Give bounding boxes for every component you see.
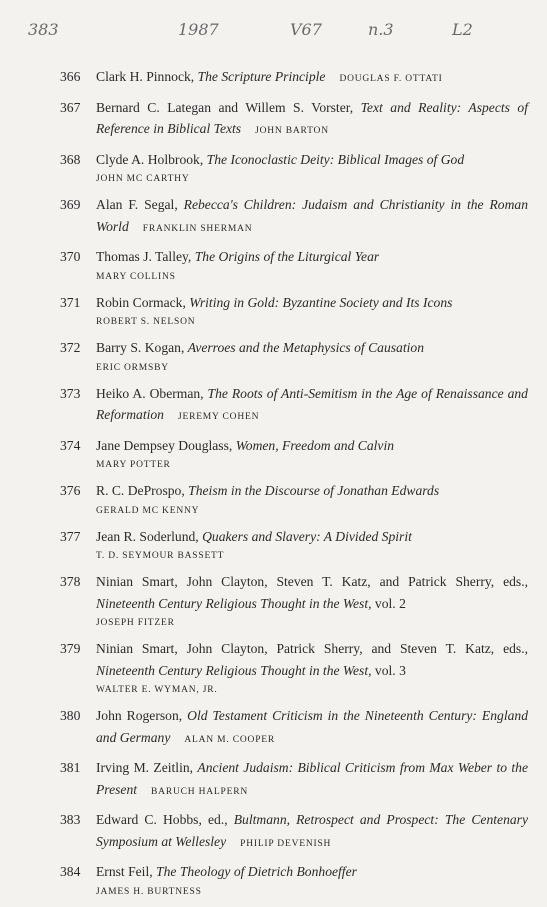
entry-text (96, 292, 528, 332)
review-entry (60, 97, 528, 143)
reviewer-name: MARY COLLINS (96, 271, 176, 282)
book-title: Nineteenth Century Religious Thought in the West, (96, 595, 372, 611)
author-name: Alan F. Segal, (96, 197, 178, 212)
author-name: Ernst Feil, (96, 864, 153, 879)
author-name: Bernard C. Lategan and Willem S. Vorster, (96, 99, 354, 115)
page-number: 367 (60, 99, 81, 115)
book-title: Bultmann, Retrospect and Prospect: The Centenary Symposium at Wellesley (96, 812, 528, 849)
reviewer-name: FRANKLIN SHERMAN (142, 223, 253, 234)
book-title: Writing in Gold: Byzantine Society and Its Icons (189, 294, 453, 310)
reviewer-name: ROBERT S. NELSON (96, 317, 196, 327)
review-entry (60, 526, 528, 566)
review-entry (60, 337, 528, 377)
page-number: 370 (60, 249, 81, 264)
review-entry (60, 246, 528, 286)
page-number: 380 (60, 708, 81, 723)
review-entry (60, 383, 528, 429)
reviewer-name: JEREMY COHEN (177, 412, 260, 422)
page-number: 379 (60, 641, 81, 656)
page-number: 373 (60, 385, 81, 401)
book-title: Averroes and the Metaphysics of Causation (187, 340, 424, 355)
page-number: 383 (60, 812, 81, 827)
reviewer-name: ERIC ORMSBY (96, 362, 169, 373)
entry-text (96, 194, 528, 240)
volume-number: vol. 2 (374, 595, 406, 611)
handwritten-issue: n.3 (368, 20, 394, 39)
page-number: 381 (60, 760, 81, 775)
review-entry (60, 66, 528, 91)
reviewer-name: JOHN MC CARTHY (96, 174, 190, 184)
entry-text (96, 383, 528, 429)
handwritten-catalog-note (28, 20, 527, 50)
review-entry (60, 194, 528, 240)
page-number: 378 (60, 574, 81, 589)
book-title: Nineteenth Century Religious Thought in the West, (96, 662, 372, 678)
reviewer-name: PHILIP DEVENISH (240, 838, 332, 849)
review-entry-list (60, 66, 528, 907)
page-number: 368 (60, 151, 81, 167)
book-title: Rebecca's Children: Judaism and Christianity in the Roman World (96, 197, 528, 234)
page-number: 377 (60, 528, 81, 544)
handwritten-mark: L2 (452, 20, 473, 39)
page-number: 376 (60, 483, 81, 498)
book-title: Old Testament Criticism in the Nineteenth Century: England and Germany (96, 708, 528, 745)
book-title: Theism in the Discourse of Jonathan Edwards (188, 483, 440, 498)
reviewer-name: BARUCH HALPERN (151, 786, 249, 797)
author-name: R. C. DeProspo, (96, 483, 185, 498)
author-name: Jean R. Soderlund, (96, 528, 199, 544)
entry-text (96, 526, 528, 566)
reviewer-name: DOUGLAS F. OTTATI (339, 74, 443, 84)
entry-text (96, 571, 528, 632)
review-entry (60, 149, 528, 189)
review-entry (60, 757, 528, 803)
reviewer-name: MARY POTTER (96, 460, 171, 470)
review-entry (60, 809, 528, 855)
review-entry (60, 435, 528, 475)
book-title: The Iconoclastic Deity: Biblical Images of God (206, 151, 465, 167)
review-entry (60, 705, 528, 751)
entry-text (96, 66, 528, 91)
author-name: Clark H. Pinnock, (96, 69, 195, 84)
book-title: The Theology of Dietrich Bonhoeffer (156, 864, 357, 879)
page-number: 369 (60, 197, 81, 212)
author-name: Thomas J. Talley, (96, 249, 192, 264)
entry-text (96, 705, 528, 751)
entry-text (96, 435, 528, 475)
review-entry (60, 292, 528, 332)
book-title: The Scripture Principle (197, 69, 326, 84)
review-entry (60, 571, 528, 632)
author-name: Jane Dempsey Douglass, (96, 437, 233, 453)
handwritten-number: 383 (28, 20, 59, 39)
entry-text (96, 757, 528, 803)
author-name: Irving M. Zeitlin, (96, 760, 194, 775)
entry-text (96, 809, 528, 855)
reviewer-name: JAMES H. BURTNESS (96, 886, 202, 897)
page-number: 366 (60, 69, 81, 84)
entry-text (96, 149, 528, 189)
review-entry (60, 861, 528, 901)
book-title: The Roots of Anti-Semitism in the Age of Renaissance and Reformation (96, 385, 528, 422)
entry-text (96, 337, 528, 377)
author-name: Robin Cormack, (96, 294, 186, 310)
volume-number: vol. 3 (374, 662, 406, 678)
book-title: Ancient Judaism: Biblical Criticism from Max Weber to the Present (96, 760, 528, 797)
book-title: Quakers and Slavery: A Divided Spirit (202, 528, 412, 544)
page-number: 371 (60, 294, 81, 310)
entry-text (96, 480, 528, 520)
reviewer-name: ALAN M. COOPER (184, 734, 276, 745)
entry-text (96, 246, 528, 286)
review-entry (60, 480, 528, 520)
reviewer-name: JOSEPH FITZER (96, 618, 175, 628)
author-name: Ninian Smart, John Clayton, Patrick Sherry, and Steven T. Katz, eds., (96, 641, 528, 656)
book-title: Text and Reality: Aspects of Reference in Biblical Texts (96, 99, 528, 136)
author-name: Edward C. Hobbs, ed., (96, 812, 228, 827)
book-title: The Origins of the Liturgical Year (194, 249, 380, 264)
author-name: Heiko A. Oberman, (96, 385, 204, 401)
book-title: Women, Freedom and Calvin (235, 437, 395, 453)
reviewer-name: JOHN BARTON (255, 126, 329, 136)
handwritten-volume: V67 (290, 20, 322, 39)
reviewer-name: T. D. SEYMOUR BASSETT (96, 551, 225, 561)
reviewer-name: WALTER E. WYMAN, JR. (96, 685, 218, 695)
author-name: John Rogerson, (96, 708, 183, 723)
entry-text (96, 97, 528, 143)
page-number: 372 (60, 340, 81, 355)
page-number: 384 (60, 864, 81, 879)
entry-text (96, 638, 528, 699)
handwritten-year: 1987 (178, 20, 219, 39)
review-entry (60, 638, 528, 699)
entry-text (96, 861, 528, 901)
author-name: Ninian Smart, John Clayton, Steven T. Katz, and Patrick Sherry, eds., (96, 574, 528, 589)
author-name: Clyde A. Holbrook, (96, 151, 204, 167)
page-number: 374 (60, 437, 81, 453)
author-name: Barry S. Kogan, (96, 340, 185, 355)
reviewer-name: GERALD MC KENNY (96, 505, 200, 516)
